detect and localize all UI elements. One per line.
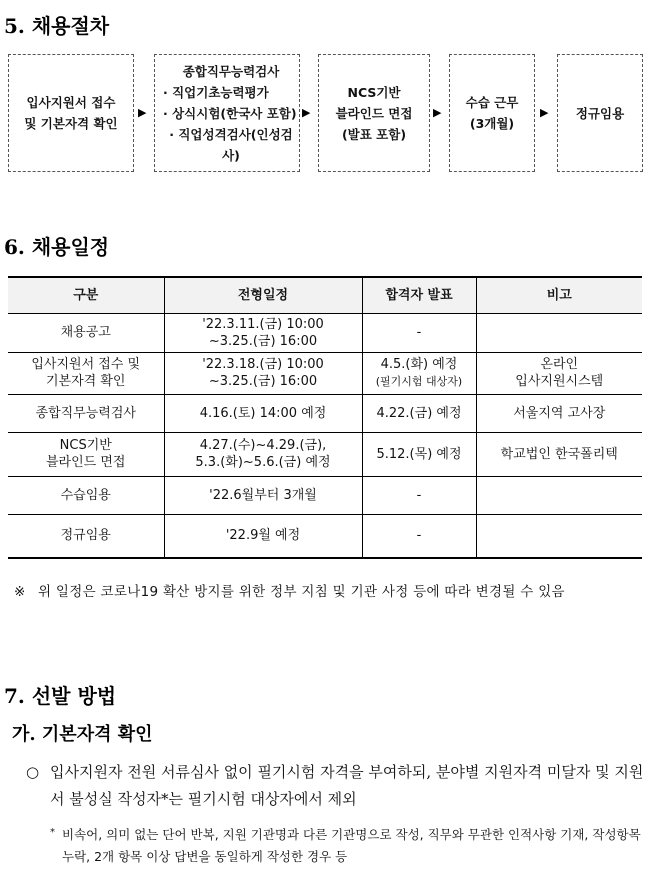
flow-step-aptitude-test: 종합직무능력검사 · 직업기초능력평가 · 상식시험(한국사 포함) · 직업성격검사(인성검사) [154, 54, 300, 172]
schedule-table [8, 276, 642, 559]
header-schedule: 전형일정 [164, 277, 362, 313]
cell-note: 서울지역 고사장 [476, 394, 642, 432]
cell-schedule: '22.9월 예정 [164, 514, 362, 558]
reference-mark: ※ [14, 584, 26, 600]
cell-schedule: '22.3.18.(금) 10:00 ~3.25.(금) 16:00 [164, 352, 362, 394]
cell-announcement: 4.22.(금) 예정 [362, 394, 476, 432]
table-row [8, 313, 642, 352]
asterisk-mark: * [50, 827, 55, 838]
flow-arrow-4: ▶ [540, 106, 549, 119]
flow-step-probation: 수습 근무 (3개월) [449, 54, 535, 172]
header-note: 비고 [476, 277, 642, 313]
table-row [8, 394, 642, 432]
flow-step-application: 입사지원서 접수 및 기본자격 확인 [8, 54, 134, 172]
cell-schedule: '22.6월부터 3개월 [164, 476, 362, 514]
schedule-change-note: ※ 위 일정은 코로나19 확산 방지를 위한 정부 지침 및 기관 사정 등에 따라 변경될 수 있음 [14, 580, 654, 604]
cell-note [476, 514, 642, 558]
circle-bullet-icon: ○ [26, 763, 40, 781]
flow-step-regular-appointment: 정규임용 [557, 54, 643, 172]
table-row [8, 514, 642, 558]
cell-schedule: 4.16.(토) 14:00 예정 [164, 394, 362, 432]
section6-title: 6. 채용일정 [4, 235, 110, 259]
cell-category: 채용공고 [8, 313, 164, 352]
cell-note: 온라인 입사지원시스템 [476, 352, 642, 394]
cell-announcement: - [362, 514, 476, 558]
cell-category: 입사지원서 접수 및 기본자격 확인 [8, 352, 164, 394]
header-announcement: 합격자 발표 [362, 277, 476, 313]
qualification-bullet: ○ 입사지원자 전원 서류심사 없이 필기시험 자격을 부여하되, 분야별 지원자격 미달자 및 지원서 불성실 작성자*는 필기시험 대상자에서 제외 [26, 759, 656, 813]
table-row [8, 432, 642, 476]
section5-title: 5. 채용절차 [4, 14, 110, 38]
cell-schedule: 4.27.(수)~4.29.(금), 5.3.(화)~5.6.(금) 예정 [164, 432, 362, 476]
table-row [8, 476, 642, 514]
cell-announcement: 4.5.(화) 예정 (필기시험 대상자) [362, 352, 476, 394]
cell-category: 종합직무능력검사 [8, 394, 164, 432]
table-header-row [8, 277, 642, 313]
cell-category: 정규임용 [8, 514, 164, 558]
flow-arrow-2: ▶ [302, 106, 311, 119]
section7-title: 7. 선발 방법 [4, 684, 117, 708]
cell-category: 수습임용 [8, 476, 164, 514]
cell-announcement: - [362, 476, 476, 514]
recruitment-process-flow [8, 54, 650, 172]
section7-subtitle: 가. 기본자격 확인 [12, 724, 153, 745]
flow-step-interview: NCS기반 블라인드 면접 (발표 포함) [318, 54, 430, 172]
cell-announcement: - [362, 313, 476, 352]
header-category: 구분 [8, 277, 164, 313]
cell-category: NCS기반 블라인드 면접 [8, 432, 164, 476]
flow-arrow-3: ▶ [433, 106, 442, 119]
cell-announcement: 5.12.(목) 예정 [362, 432, 476, 476]
insincere-applicant-footnote: * 비속어, 의미 없는 단어 반복, 지원 기관명과 다른 기관명으로 작성, 직무와 무관한 인적사항 기재, 작성항목 누락, 2개 항목 이상 답변을 동일하게 작성한 경우 등 [50, 824, 650, 868]
cell-note [476, 476, 642, 514]
cell-note [476, 313, 642, 352]
flow-arrow-1: ▶ [138, 106, 147, 119]
cell-note: 학교법인 한국폴리텍 [476, 432, 642, 476]
table-row [8, 352, 642, 394]
cell-schedule: '22.3.11.(금) 10:00 ~3.25.(금) 16:00 [164, 313, 362, 352]
